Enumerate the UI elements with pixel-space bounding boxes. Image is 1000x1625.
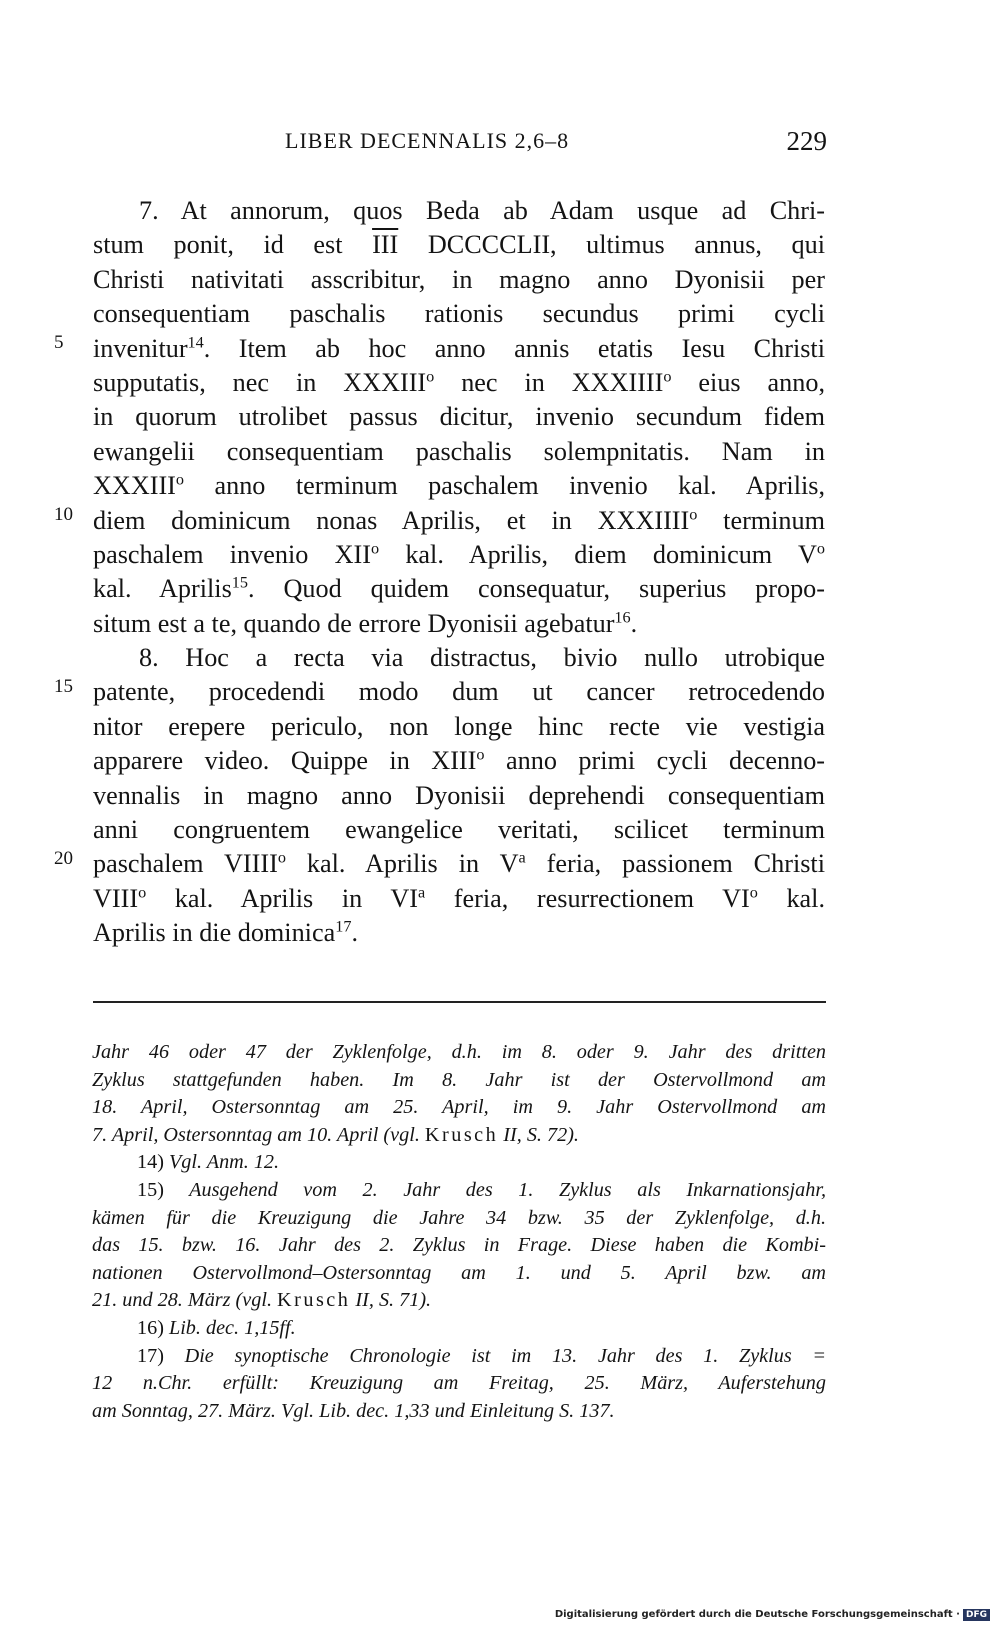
running-head [92, 128, 827, 168]
text-line: VIII$^o$ kal. Aprilis in $VI^a$ feria, resurrectionem $VI^o$ kal. [93, 883, 826, 913]
text-line: kal. Aprilis$^{15}$. Quod quidem consequatur, superius propo- [93, 573, 825, 604]
running-title: LIBER DECENNALIS 2,6–8 [285, 128, 570, 153]
text-line: paschalem invenio XII$^o$ kal. Aprilis, diem dominicum $V^o$ [93, 539, 825, 569]
author-name: Krusch [277, 1289, 351, 1312]
footnote-divider [93, 1001, 826, 1003]
text-line: Aprilis in die dominica$^{17}$. [93, 917, 358, 948]
note-ref: 17 [335, 917, 352, 936]
text-line: vennalis in magno anno Dyonisii deprehendi consequentiam [93, 780, 825, 810]
text-line: stum ponit, id est $\overline{III}$ DCCCCLII, ultimus annus, qui [93, 230, 825, 260]
footnote-line: nationen Ostervollmond–Ostersonntag am 1. und 5. April bzw. am [92, 1261, 826, 1284]
footnote-line: 18. April, Ostersonntag am 25. April, im 9. Jahr Ostervollmond am [92, 1096, 826, 1119]
text-line: 7. At annorum, quos Beda ab Adam usque ad Chri- [139, 196, 825, 225]
note-ref: 15 [231, 573, 248, 592]
footnote-number: 14) [137, 1151, 164, 1174]
text-line: paschalem VIIII$^o$ kal. Aprilis in $V^a$ feria, passionem Christi [93, 848, 825, 879]
text-line: supputatis, nec in XXXIII$^o$ nec in XXXIIII$^o$ eius anno, [93, 367, 825, 397]
footnote-number: 16) [137, 1316, 164, 1339]
text-line: patente, procedendi modo dum ut cancer retrocedendo [93, 677, 825, 707]
footnote-15: 15) Ausgehend vom 2. Jahr des 1. Zyklus als Inkarnationsjahr, [137, 1178, 827, 1201]
overlined-numeral: $\overline{III}$ [372, 230, 399, 260]
main-text [93, 194, 825, 951]
text-line: ewangelii consequentiam paschalis solempnitatis. Nam in [93, 436, 825, 466]
footnote-16: 16) Lib. dec. 1,15ff. [137, 1316, 296, 1339]
note-ref: 14 [187, 332, 204, 351]
line-number-20: 20 [54, 847, 73, 869]
footnote-line: 21. und 28. März (vgl. Krusch II, S. 71). [92, 1289, 432, 1312]
line-number-5: 5 [54, 331, 64, 353]
footnote-line: 7. April, Ostersonntag am 10. April (vgl. Krusch II, S. 72). [92, 1123, 579, 1146]
digitization-credit: Digitalisierung gefördert durch die Deutsche Forschungsgemeinschaft · DFG [555, 1609, 990, 1621]
text-line: 8. Hoc a recta via distractus, bivio nullo utrobique [139, 643, 825, 673]
page-number: 229 [786, 126, 827, 156]
footnotes [92, 1039, 826, 1425]
footnote-number: 15) [137, 1178, 164, 1201]
footnote-17: 17) Die synoptische Chronologie ist im 13. Jahr des 1. Zyklus = [137, 1344, 826, 1367]
footnote-line: das 15. bzw. 16. Jahr des 2. Zyklus in Frage. Diese haben die Kombi- [92, 1234, 826, 1257]
footnote-line: Zyklus stattgefunden haben. Im 8. Jahr ist der Ostervollmond am [92, 1068, 826, 1091]
author-name: Krusch [424, 1123, 499, 1146]
footnote-number: 17) [137, 1344, 164, 1367]
line-number-15: 15 [54, 675, 73, 697]
text-line: Christi nativitati asscribitur, in magno anno Dyonisii per [93, 264, 825, 294]
footnote-line: am Sonntag, 27. März. Vgl. Lib. dec. 1,33 und Einleitung S. 137. [92, 1399, 615, 1422]
dfg-logo: DFG [963, 1609, 990, 1621]
footnote-14: 14) Vgl. Anm. 12. [137, 1151, 280, 1174]
footnote-line: 12 n.Chr. erfüllt: Kreuzigung am Freitag, 25. März, Auferstehung [92, 1372, 826, 1395]
note-ref: 16 [614, 607, 631, 626]
text-line: XXXIII$^o$ anno terminum paschalem invenio kal. Aprilis, [93, 470, 825, 501]
text-line: apparere video. Quippe in XIII$^o$ anno primi cycli decenno- [93, 745, 826, 776]
text-line: consequentiam paschalis rationis secundus primi cycli [93, 299, 825, 329]
footnote-line: Jahr 46 oder 47 der Zyklenfolge, d.h. im 8. oder 9. Jahr des dritten [92, 1041, 826, 1063]
line-number-10: 10 [54, 503, 73, 525]
text-line: diem dominicum nonas Aprilis, et in XXXIIII$^o$ terminum [93, 504, 825, 535]
text-line: anni congruentem ewangelice veritati, scilicet terminum [93, 815, 825, 845]
text-line: invenitur$^{14}$. Item ab hoc anno annis etatis Iesu Christi [93, 332, 825, 363]
text-line: situm est a te, quando de errore Dyonisii agebatur$^{16}$. [93, 607, 638, 638]
text-line: in quorum utrolibet passus dicitur, invenio secundum fidem [93, 402, 825, 432]
text-line: nitor erepere periculo, non longe hinc recte vie vestigia [93, 711, 825, 741]
footnote-line: kämen für die Kreuzigung die Jahre 34 bzw. 35 der Zyklenfolge, d.h. [92, 1206, 826, 1229]
